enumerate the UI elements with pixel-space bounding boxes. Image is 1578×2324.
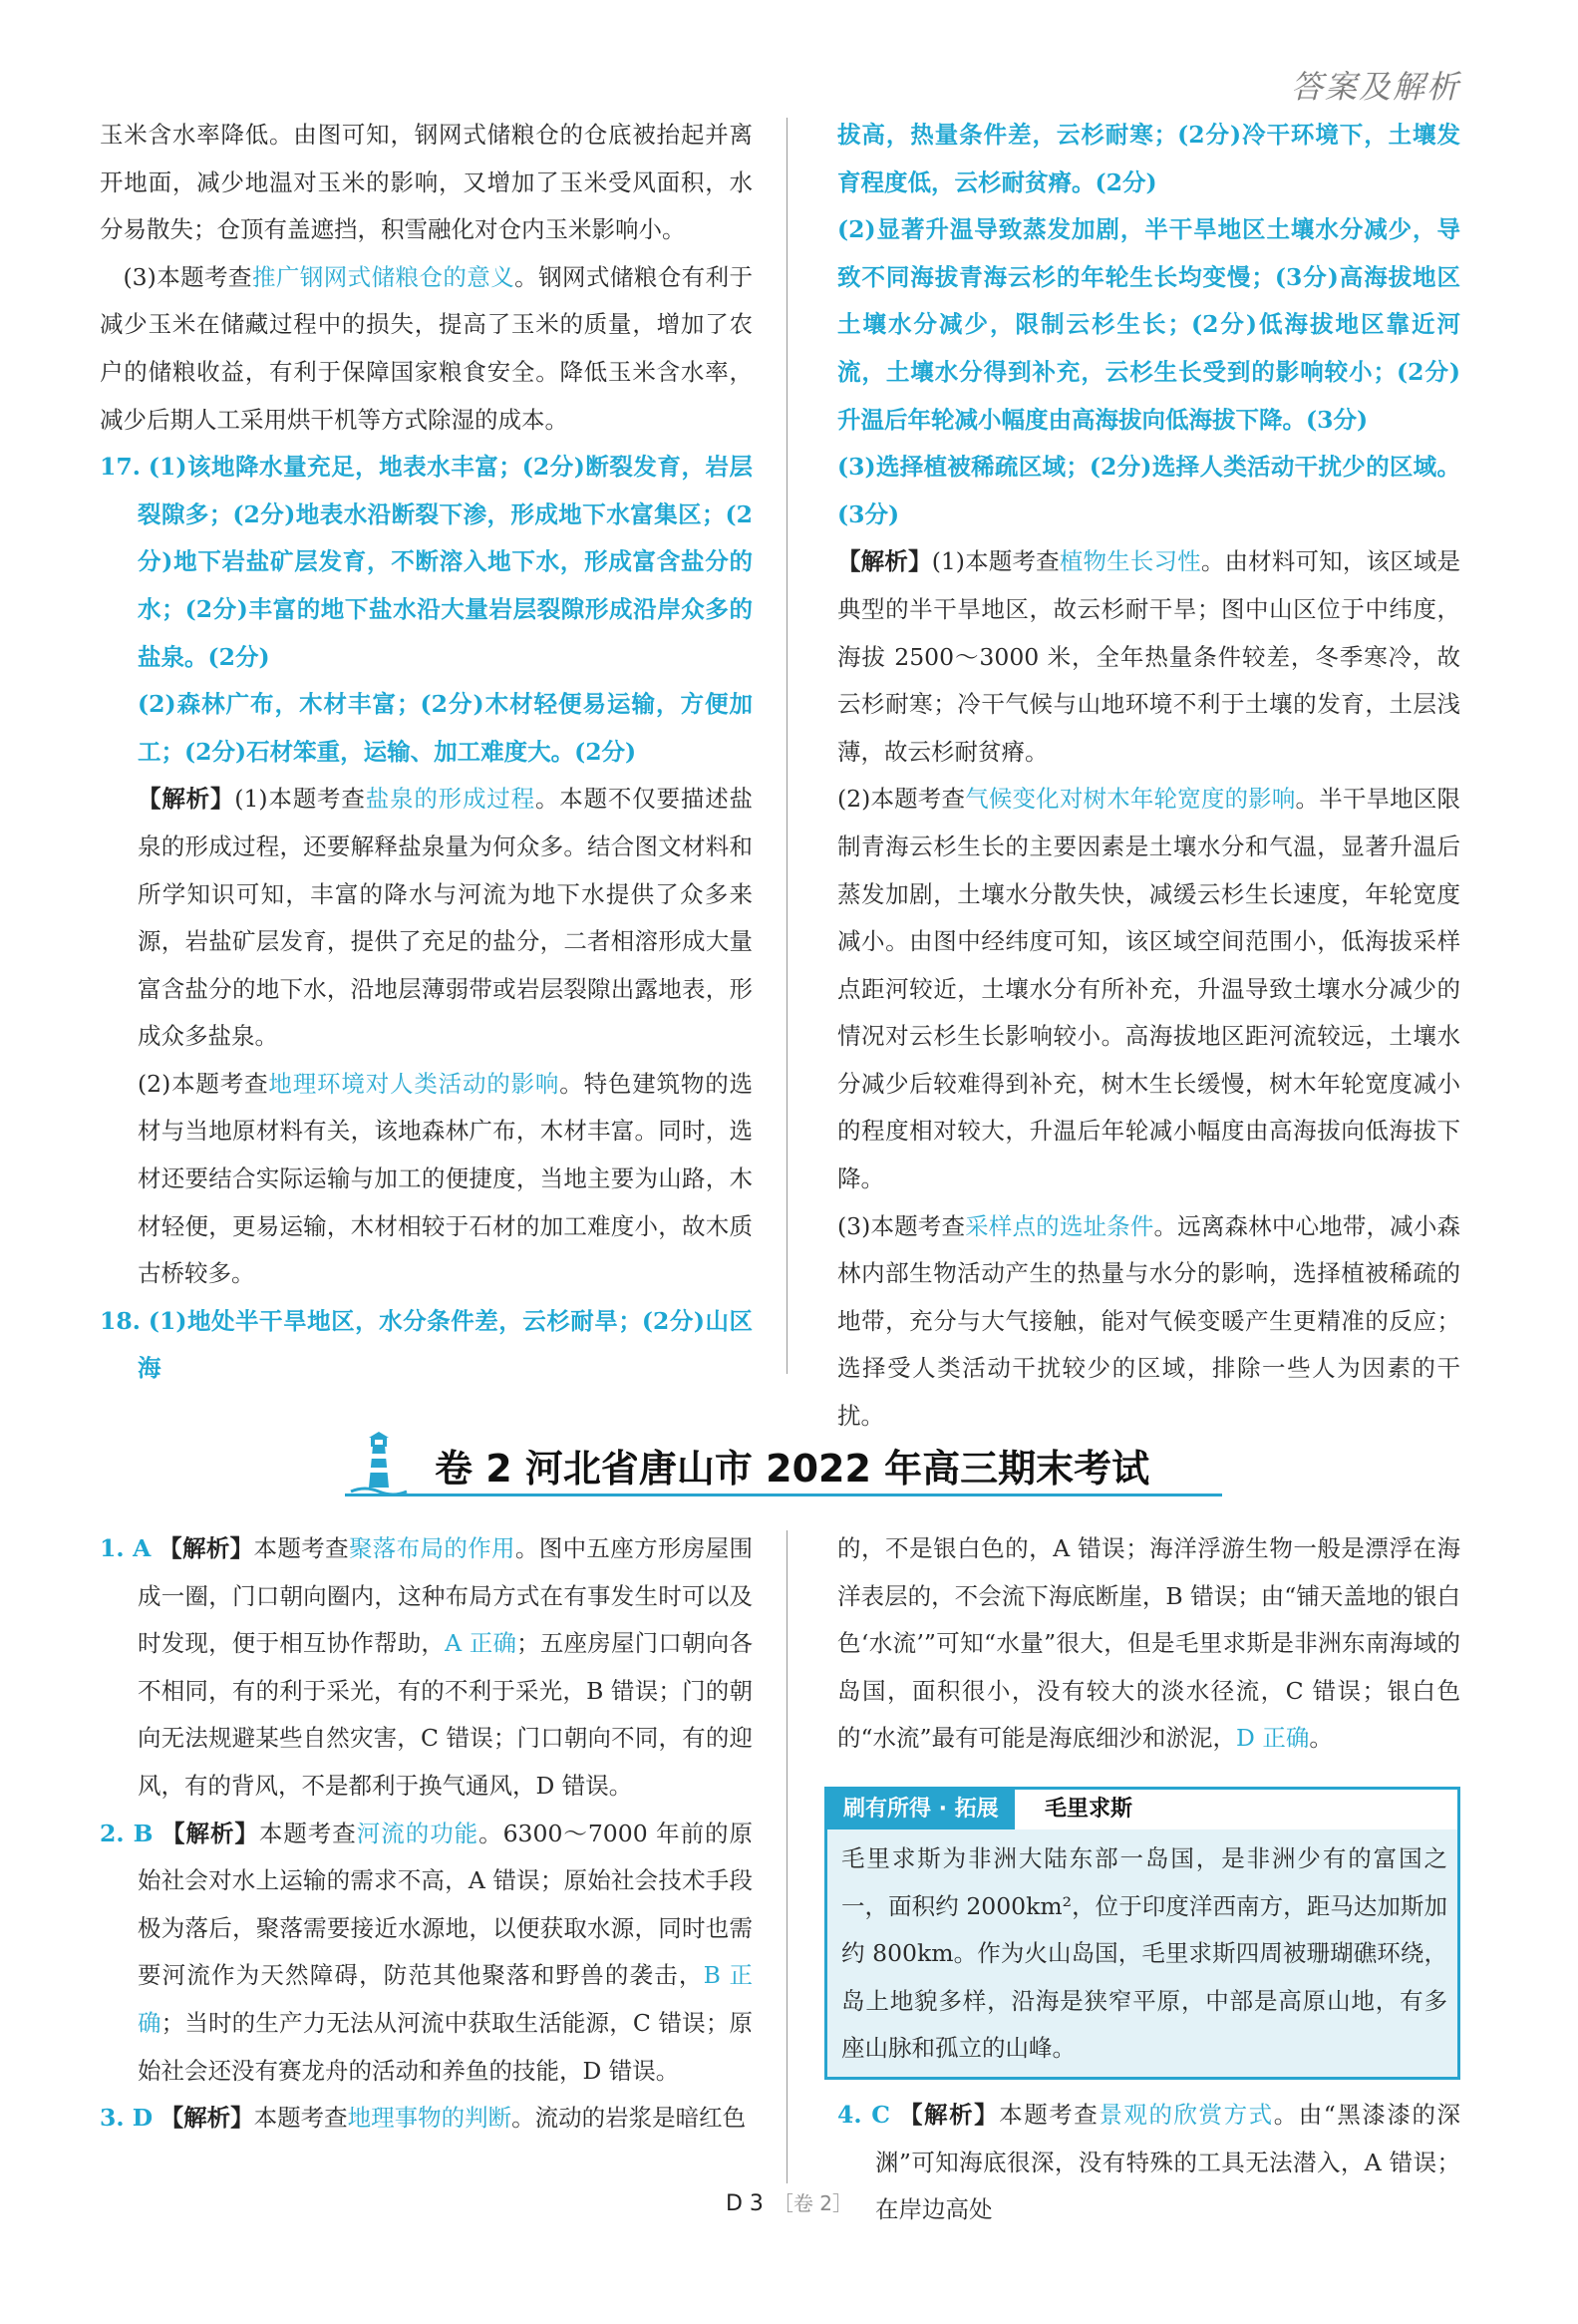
analysis-label: 【解析】 (161, 1819, 259, 1847)
question-number: 1. A (100, 1534, 152, 1562)
lighthouse-icon (345, 1432, 415, 1501)
question-number: 18. (100, 1306, 141, 1335)
answer-text: (1)地处半干旱地区，水分条件差，云杉耐旱；(2分)山区海 (138, 1306, 753, 1383)
answer-text: (1)该地降水量充足，地表水丰富；(2分)断裂发育，岩层裂隙多；(2分)地表水沿断裂下渗，形成地下水富集区；(2分)地下岩盐矿层发育，不断溶入地下水，形成富含盐分的水；(2分)丰富的地下盐水沿大量岩层裂隙形成沿岸众多的盐泉。(2分) (138, 453, 753, 671)
paragraph (100, 112, 753, 254)
answer-text: (3)选择植被稀疏区域；(2分)选择人类活动干扰少的区域。(3分) (837, 453, 1460, 528)
question-number: 4. C (837, 2101, 890, 2129)
topic-highlight: 聚落布局的作用 (348, 1534, 515, 1562)
paragraph-text: 玉米含水率降低。由图可知，钢网式储粮仓的仓底被抬起并离开地面，减少地温对玉米的影响，又增加了玉米受风面积，水分易散失；仓顶有盖遮挡，积雪融化对仓内玉米影响小。 (100, 121, 753, 244)
analysis-text: 。流动的岩浆是暗红色 (511, 2104, 747, 2133)
exam-banner (345, 1432, 1222, 1501)
analysis-text: 。本题不仅要描述盐泉的形成过程，还要解释盐泉量为何众多。结合图文材料和所学知识可知，丰富的降水与河流为地下水提供了众多来源，岩盐矿层发育，提供了充足的盐分，二者相溶形成大量富含盐分的地下水，沿地层薄弱带或岩层裂隙出露地表，形成众多盐泉。 (138, 785, 754, 1051)
banner-underline (345, 1494, 1222, 1496)
analysis-label: 【解析】 (159, 2104, 254, 2133)
analysis-text: 。特色建筑物的选材与当地原材料有关，该地森林广布，木材丰富。同时，选材还要结合实际运输与加工的便捷度，当地主要为山路，木材轻便，更易运输，木材相较于石材的加工难度小，故木质古桥较多。 (138, 1069, 754, 1288)
topic-highlight: 河流的功能 (356, 1819, 479, 1847)
extension-box-body: 毛里求斯为非洲大陆东部一岛国，是非洲少有的富国之一，面积约 2000km²，位于印度洋西南方，距马达加斯加约 800km。作为火山岛国，毛里求斯四周被珊瑚礁环绕，岛上地貌多样，沿海是狭窄平原，中部是高原山地，有多座山脉和孤立的山峰。 (841, 1844, 1447, 2063)
extension-box-header (827, 1790, 1457, 1829)
analysis-text: 。远离森林中心地带，减小森林内部生物活动产生的热量与水分的影响，选择植被稀疏的地带，充分与大气接触，能对气候变暖产生更精准的反应；选择受人类活动干扰较少的区域，排除一些人为因素的干扰。 (837, 1211, 1461, 1431)
analysis-text: 本题考查 (253, 2104, 348, 2133)
paragraph (138, 1061, 753, 1298)
paragraph (100, 2095, 753, 2143)
paragraph (100, 1298, 753, 1393)
paragraph (138, 681, 753, 776)
bottom-left-column (100, 1525, 753, 2143)
analysis-text: (2)本题考查 (837, 785, 966, 814)
analysis-label: 【解析】 (898, 2101, 1000, 2129)
paragraph (100, 1525, 754, 1811)
topic-highlight: 景观的欣赏方式 (1099, 2101, 1274, 2129)
paragraph (837, 444, 1460, 538)
column-divider-bottom (787, 1530, 788, 2183)
bottom-right-column-top (837, 1525, 1460, 1763)
column-divider-top (787, 118, 788, 1374)
paragraph (837, 1525, 1460, 1763)
paragraph (837, 1203, 1460, 1441)
topic-highlight: 盐泉的形成过程 (365, 785, 535, 814)
topic-highlight: 采样点的选址条件 (965, 1211, 1154, 1240)
answer-text: (2)显著升温导致蒸发加剧，半干旱地区土壤水分减少，导致不同海拔青海云杉的年轮生长均变慢；(3分)高海拔地区土壤水分减少，限制云杉生长；(2分)低海拔地区靠近河流，土壤水分得到补充，云杉生长受到的影响较小；(2分)升温后年轮减小幅度由高海拔向低海拔下降。(3分) (837, 215, 1460, 434)
paragraph (138, 776, 753, 1061)
top-left-column (100, 112, 753, 1393)
analysis-text: 。由“黑漆漆的深渊”可知海底很深，没有特殊的工具无法潜入，A 错误；在岸边高处 (875, 2101, 1461, 2224)
analysis-text: 。由材料可知，该区域是典型的半干旱地区，故云杉耐干旱；图中山区位于中纬度，海拔 2500～3000 米，全年热量条件较差，冬季寒冷，故云杉耐寒；冷干气候与山地环境不利于土壤的发育，土层浅薄，故云杉耐贫瘠。 (837, 547, 1461, 766)
paragraph (837, 538, 1460, 776)
answer-text: 拔高，热量条件差，云杉耐寒；(2分)冷干环境下，土壤发育程度低，云杉耐贫瘠。(2分) (837, 121, 1460, 196)
question-number: 17. (100, 453, 141, 482)
correct-highlight: A 正确 (445, 1629, 517, 1658)
topic-highlight: 植物生长习性 (1059, 547, 1201, 576)
analysis-text: 。图中五座方形房屋围成一圈，门口朝向圈内，这种布局方式在有事发生时可以及时发现，便于相互协作帮助， (138, 1534, 754, 1658)
topic-highlight: 地理事物的判断 (347, 2104, 512, 2133)
topic-highlight: D 正确 (1236, 1724, 1310, 1753)
topic-highlight: 地理环境对人类活动的影响 (268, 1069, 560, 1098)
extension-box-title: 毛里求斯 (1045, 1797, 1133, 1822)
page-number: D 3 (725, 2191, 764, 2216)
paragraph (100, 1811, 754, 2096)
analysis-text: (1)本题考查 (234, 785, 366, 814)
analysis-text: 本题考查 (258, 1819, 357, 1847)
analysis-text: 本题考查 (253, 1534, 349, 1562)
topic-highlight: 推广钢网式储粮仓的意义 (251, 262, 515, 291)
topic-highlight: 气候变化对树木年轮宽度的影响 (965, 785, 1296, 814)
paragraph (837, 206, 1460, 444)
analysis-label: 【解析】 (837, 547, 932, 576)
paragraph (837, 112, 1460, 206)
analysis-text: 的，不是银白色的，A 错误；海洋浮游生物一般是漂浮在海洋表层的，不会流下海底断崖，B 错误；由“铺天盖地的银白色‘水流’”可知“水量”很大，但是毛里求斯是非洲东南海域的岛国，面积很小，没有较大的淡水径流，C 错误；银白色的“水流”最有可能是海底细沙和淤泥， (837, 1534, 1460, 1753)
question-number: 3. D (100, 2104, 154, 2133)
top-right-column (837, 112, 1460, 1441)
header-label: 答案及解析 (1290, 68, 1460, 106)
paragraph (100, 444, 753, 681)
extension-box (824, 1787, 1460, 2080)
analysis-text: 。 (1309, 1724, 1333, 1753)
extension-box-tag: 刷有所得 · 拓展 (827, 1790, 1015, 1829)
page-footer (0, 2187, 1578, 2216)
page-sub-label: ［卷 2］ (773, 2191, 853, 2215)
analysis-text: 。钢网式储粮仓有利于减少玉米在储藏过程中的损失，提高了玉米的质量，增加了农户的储粮收益，有利于保障国家粮食安全。降低玉米含水率，减少后期人工采用烘干机等方式除湿的成本。 (100, 262, 754, 434)
analysis-text: (2)本题考查 (138, 1069, 269, 1098)
banner-title: 卷 2 河北省唐山市 2022 年高三期末考试 (435, 1447, 1150, 1491)
analysis-text: ；五座房屋门口朝向各不相同，有的利于采光，有的不利于采光，B 错误；门的朝向无法规避某些自然灾害，C 错误；门口朝向不同，有的迎风，有的背风，不是都利于换气通风，D 错误。 (138, 1629, 753, 1800)
analysis-text: (1)本题考查 (931, 547, 1060, 576)
correct-highlight: B 正确 (138, 1961, 753, 2037)
analysis-label: 【解析】 (138, 785, 235, 814)
answer-text: (2)森林广布，木材丰富；(2分)木材轻便易运输，方便加工；(2分)石材笨重，运输、加工难度大。(2分) (138, 690, 753, 766)
analysis-text: (3)本题考查 (837, 1211, 966, 1240)
analysis-text: 本题考查 (999, 2101, 1100, 2129)
paragraph (100, 254, 753, 444)
analysis-label: 【解析】 (158, 1534, 254, 1562)
analysis-text: 。6300～7000 年前的原始社会对水上运输的需求不高，A 错误；原始社会技术手段极为落后，聚落需要接近水源地，以便获取水源，同时也需要河流作为天然障碍，防范其他聚落和野兽的袭击， (138, 1819, 754, 1990)
analysis-text: 。半干旱地区限制青海云杉生长的主要因素是土壤水分和气温，显著升温后蒸发加剧，土壤水分散失快，减缓云杉生长速度，年轮宽度减小。由图中经纬度可知，该区域空间范围小，低海拔采样点距河较近，土壤水分有所补充，升温导致土壤水分减少的情况对云杉生长影响较小。高海拔地区距河流较远，土壤水分减少后较难得到补充，树木生长缓慢，树木年轮宽度减小的程度相对较大，升温后年轮减小幅度由高海拔向低海拔下降。 (837, 785, 1461, 1193)
paragraph (837, 776, 1460, 1202)
analysis-text: (3)本题考查 (123, 262, 252, 291)
analysis-text: ；当时的生产力无法从河流中获取生活能源，C 错误；原始社会还没有赛龙舟的活动和养鱼的技能，D 错误。 (138, 2008, 754, 2085)
question-number: 2. B (100, 1819, 154, 1847)
